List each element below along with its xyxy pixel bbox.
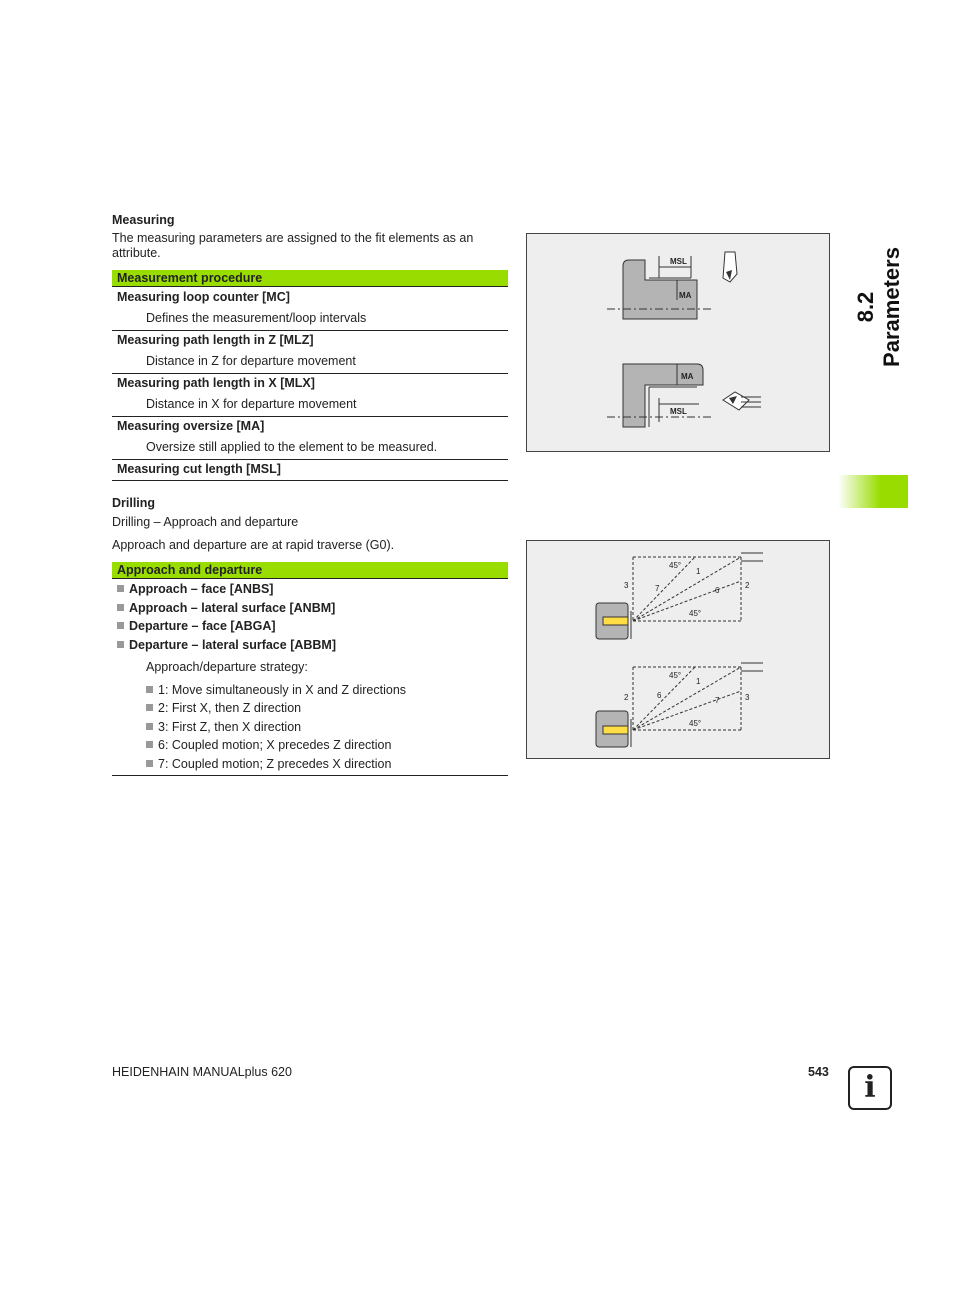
strategy-item: 2: First X, then Z direction [146, 701, 301, 715]
msl-label-bottom: MSL [670, 407, 687, 416]
param-anbs: Approach – face [ANBS] [117, 582, 273, 596]
num-6-top: 6 [715, 586, 720, 595]
strategy-item: 3: First Z, then X direction [146, 720, 301, 734]
strategy-label: Approach/departure strategy: [146, 660, 308, 674]
measuring-figure [526, 233, 830, 452]
measuring-heading: Measuring [112, 213, 175, 227]
divider [112, 480, 508, 481]
ma-label-top: MA [679, 291, 692, 300]
info-icon: i [848, 1066, 892, 1110]
divider [112, 459, 508, 460]
param-mlz-desc: Distance in Z for departure movement [146, 354, 356, 368]
drilling-figure [526, 540, 830, 759]
num-6-bottom: 6 [657, 691, 662, 700]
param-ma-desc: Oversize still applied to the element to be measured. [146, 440, 438, 454]
num-2-top: 2 [745, 581, 750, 590]
param-mlx-title: Measuring path length in X [MLX] [117, 376, 315, 390]
param-mc-desc: Defines the measurement/loop intervals [146, 311, 367, 325]
divider [112, 330, 508, 331]
angle-label-bottom-2: 45° [689, 719, 702, 728]
param-abga: Departure – face [ABGA] [117, 619, 276, 633]
strategy-item: 7: Coupled motion; Z precedes X direction [146, 757, 391, 771]
num-7-bottom: 7 [715, 696, 720, 705]
param-ma-title: Measuring oversize [MA] [117, 419, 265, 433]
drilling-diagram-top [596, 553, 763, 639]
num-3-bottom: 3 [745, 693, 750, 702]
divider [112, 416, 508, 417]
num-2-bottom: 2 [624, 693, 629, 702]
approach-departure-header: Approach and departure [112, 562, 508, 579]
chapter-tab [838, 475, 908, 508]
footer-product: HEIDENHAIN MANUALplus 620 [112, 1065, 292, 1079]
num-1-top: 1 [696, 567, 701, 576]
measuring-intro: The measuring parameters are assigned to the fit elements as an attribute. [112, 231, 474, 260]
msl-label-top: MSL [670, 257, 687, 266]
bullet-icon [117, 641, 124, 648]
strategy-item: 1: Move simultaneously in X and Z directions [146, 683, 406, 697]
drilling-line2: Approach and departure are at rapid traverse (G0). [112, 538, 395, 552]
param-mlz-title: Measuring path length in Z [MLZ] [117, 333, 314, 347]
num-3-top: 3 [624, 581, 629, 590]
num-7-top: 7 [655, 584, 660, 593]
num-1-bottom: 1 [696, 677, 701, 686]
bullet-icon [117, 604, 124, 611]
drilling-heading: Drilling [112, 496, 156, 510]
divider [112, 373, 508, 374]
param-abbm: Departure – lateral surface [ABBM] [117, 638, 336, 652]
bullet-icon [117, 622, 124, 629]
drilling-diagram-bottom [596, 663, 763, 747]
angle-label-top-2: 45° [689, 609, 702, 618]
param-anbm: Approach – lateral surface [ANBM] [117, 601, 335, 615]
param-msl-title: Measuring cut length [MSL] [117, 462, 281, 476]
bullet-icon [117, 585, 124, 592]
drilling-line1: Drilling – Approach and departure [112, 515, 299, 529]
angle-label-top-1: 45° [669, 561, 682, 570]
ma-label-bottom: MA [681, 372, 694, 381]
page-number: 543 [808, 1065, 829, 1079]
strategy-item: 6: Coupled motion; X precedes Z direction [146, 738, 391, 752]
param-mlx-desc: Distance in X for departure movement [146, 397, 357, 411]
divider [112, 775, 508, 776]
measurement-procedure-header: Measurement procedure [112, 270, 508, 287]
section-title-vertical: 8.2 Parameters [853, 247, 904, 367]
angle-label-bottom-1: 45° [669, 671, 682, 680]
param-mc-title: Measuring loop counter [MC] [117, 290, 290, 304]
